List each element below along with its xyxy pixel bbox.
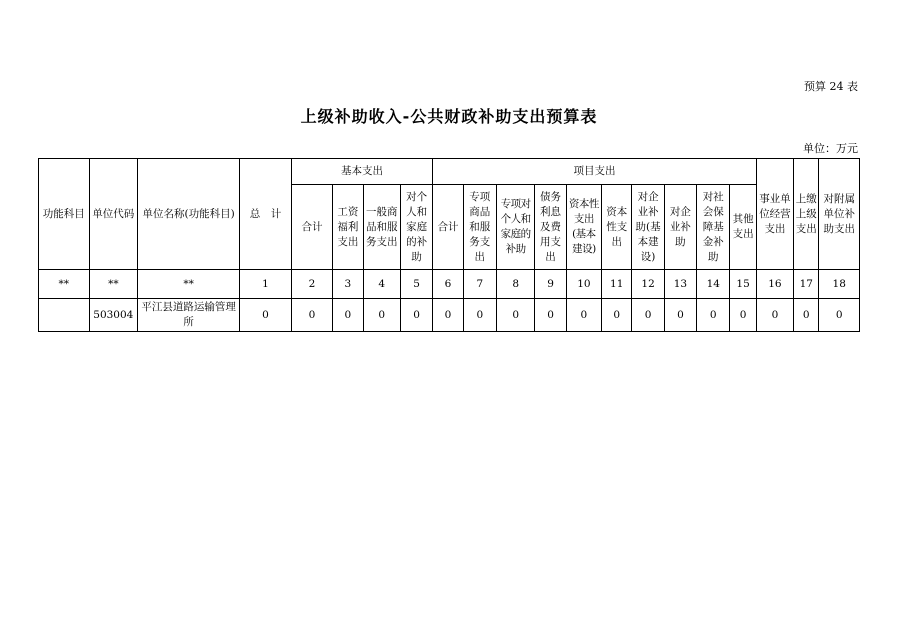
index-cell: 6	[433, 270, 463, 299]
header-business: 事业单位经营支出	[756, 159, 793, 270]
header-basic-personal: 对个人和家庭的补助	[400, 185, 432, 270]
cell-value: 0	[632, 299, 664, 332]
cell-value: 0	[794, 299, 819, 332]
cell-value: 0	[463, 299, 496, 332]
cell-value: 0	[756, 299, 793, 332]
index-cell: **	[39, 270, 90, 299]
header-total: 总 计	[240, 159, 292, 270]
index-cell: 4	[363, 270, 400, 299]
cell-unit-code: 503004	[89, 299, 138, 332]
index-cell: 12	[632, 270, 664, 299]
header-basic-goods: 一般商品和服务支出	[363, 185, 400, 270]
index-cell: 2	[291, 270, 332, 299]
header-affiliated: 对附属单位补助支出	[819, 159, 860, 270]
index-cell: 13	[664, 270, 696, 299]
index-cell: 10	[566, 270, 601, 299]
header-project-group: 项目支出	[433, 159, 756, 185]
index-cell: 17	[794, 270, 819, 299]
page-title: 上级补助收入-公共财政补助支出预算表	[300, 107, 598, 126]
unit-label: 单位：万元	[803, 142, 858, 155]
header-func-subject: 功能科目	[39, 159, 90, 270]
index-cell: 11	[602, 270, 632, 299]
index-cell: **	[89, 270, 138, 299]
index-cell: 16	[756, 270, 793, 299]
header-unit-code: 单位代码	[89, 159, 138, 270]
header-project-capital: 资本性支出	[602, 185, 632, 270]
header-basic-total: 合计	[291, 185, 332, 270]
header-basic-wages: 工资福利支出	[333, 185, 363, 270]
index-cell: 3	[333, 270, 363, 299]
header-project-personal: 专项对个人和家庭的补助	[496, 185, 534, 270]
cell-unit-name: 平江县道路运输管理所	[138, 299, 240, 332]
header-project-total: 合计	[433, 185, 463, 270]
cell-value: 0	[363, 299, 400, 332]
cell-value: 0	[433, 299, 463, 332]
index-cell: 1	[240, 270, 292, 299]
header-unit-name: 单位名称(功能科目)	[138, 159, 240, 270]
header-project-other: 其他支出	[730, 185, 756, 270]
index-cell: 18	[819, 270, 860, 299]
cell-value: 0	[730, 299, 756, 332]
cell-value: 0	[664, 299, 696, 332]
header-project-enterprise-infra: 对企业补助(基本建设)	[632, 185, 664, 270]
cell-value: 0	[496, 299, 534, 332]
header-project-goods: 专项商品和服务支出	[463, 185, 496, 270]
index-row	[39, 270, 860, 299]
index-cell: 8	[496, 270, 534, 299]
cell-value: 0	[697, 299, 730, 332]
cell-value: 0	[400, 299, 432, 332]
cell-value: 0	[240, 299, 292, 332]
cell-value: 0	[602, 299, 632, 332]
index-cell: 14	[697, 270, 730, 299]
budget-table	[38, 158, 860, 332]
header-basic-group: 基本支出	[291, 159, 433, 185]
cell-value: 0	[291, 299, 332, 332]
cell-value: 0	[566, 299, 601, 332]
index-cell: 5	[400, 270, 432, 299]
index-cell: 7	[463, 270, 496, 299]
header-project-debt: 债务利息及费用支出	[535, 185, 566, 270]
header-project-capital-infra: 资本性支出(基本建设)	[566, 185, 601, 270]
cell-value: 0	[333, 299, 363, 332]
index-cell: **	[138, 270, 240, 299]
index-cell: 15	[730, 270, 756, 299]
header-project-enterprise: 对企业补助	[664, 185, 696, 270]
header-upper: 上缴上级支出	[794, 159, 819, 270]
index-cell: 9	[535, 270, 566, 299]
cell-value: 0	[535, 299, 566, 332]
table-number: 预算 24 表	[804, 80, 858, 93]
table-row	[39, 299, 860, 332]
header-project-social-security: 对社会保障基金补助	[697, 185, 730, 270]
cell-func-subject	[39, 299, 90, 332]
cell-value: 0	[819, 299, 860, 332]
